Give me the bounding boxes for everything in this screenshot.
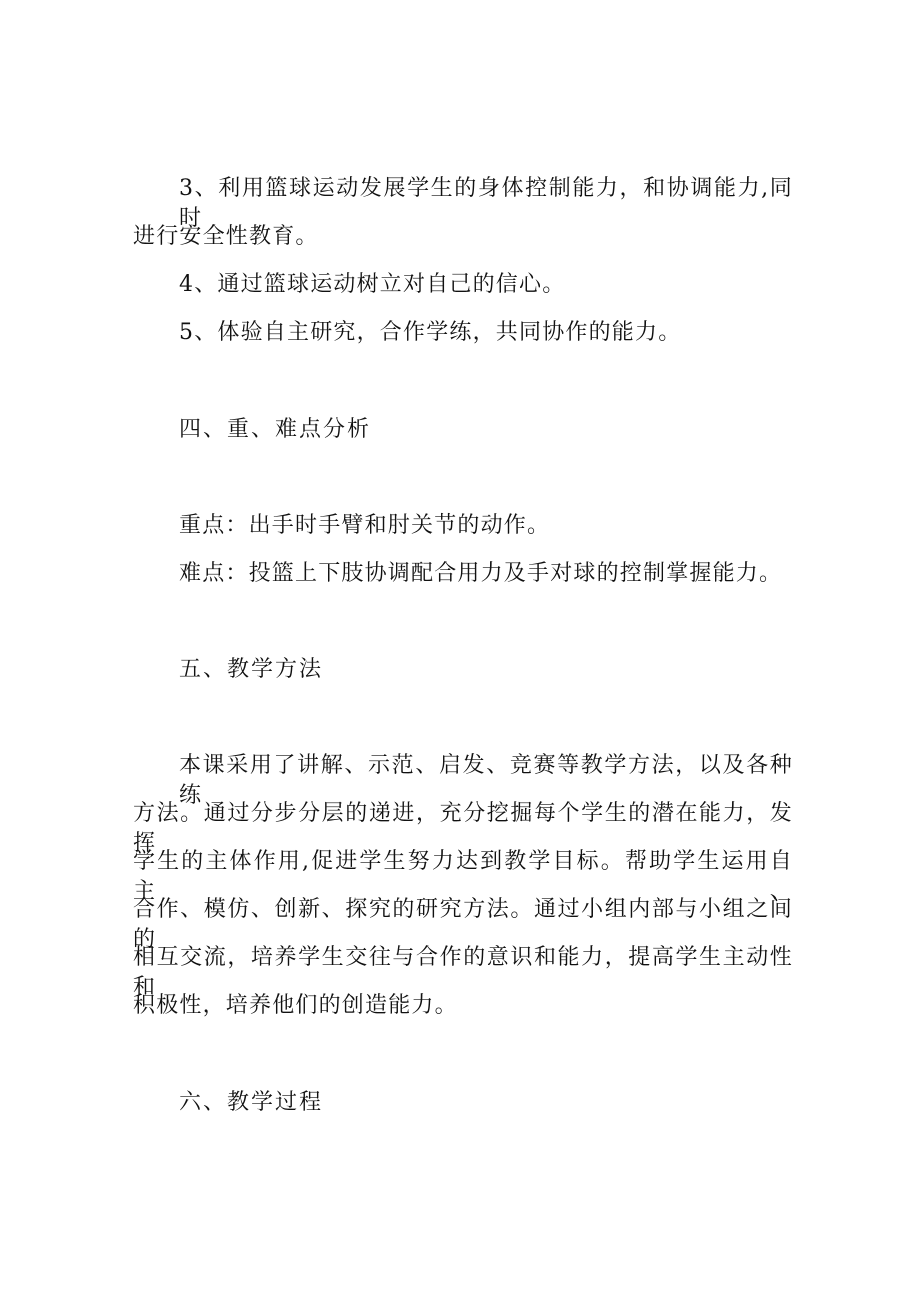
key-point: 重点：出手时手臂和肘关节的动作。 (179, 513, 551, 538)
method-paragraph-line-5: 相互交流，培养学生交往与合作的意识和能力，提高学生主动性和 (133, 945, 793, 1000)
section-4-heading: 四、重、难点分析 (179, 417, 372, 442)
objective-3-line-2: 进行安全性教育。 (133, 224, 319, 249)
method-paragraph-line-2: 方法。通过分步分层的递进，充分挖掘每个学生的潜在能力，发挥 (133, 801, 793, 856)
method-paragraph-line-4: 合作、模仿、创新、探究的研究方法。通过小组内部与小组之间的 (133, 897, 793, 952)
section-5-heading: 五、教学方法 (179, 657, 324, 682)
section-6-heading: 六、教学过程 (179, 1090, 324, 1115)
objective-5: 5、体验自主研究，合作学练，共同协作的能力。 (179, 320, 682, 345)
method-paragraph-line-3: 学生的主体作用,促进学生努力达到教学目标。帮助学生运用自主、 (133, 849, 793, 904)
objective-4: 4、通过篮球运动树立对自己的信心。 (179, 272, 566, 297)
method-paragraph-line-6: 积极性，培养他们的创造能力。 (133, 993, 458, 1018)
difficulty-point: 难点：投篮上下肢协调配合用力及手对球的控制掌握能力。 (179, 561, 783, 586)
method-paragraph-line-1: 本课采用了讲解、示范、启发、竞赛等教学方法，以及各种练 (179, 753, 793, 808)
objective-3-line-1: 3、利用篮球运动发展学生的身体控制能力，和协调能力,同时 (179, 176, 793, 231)
